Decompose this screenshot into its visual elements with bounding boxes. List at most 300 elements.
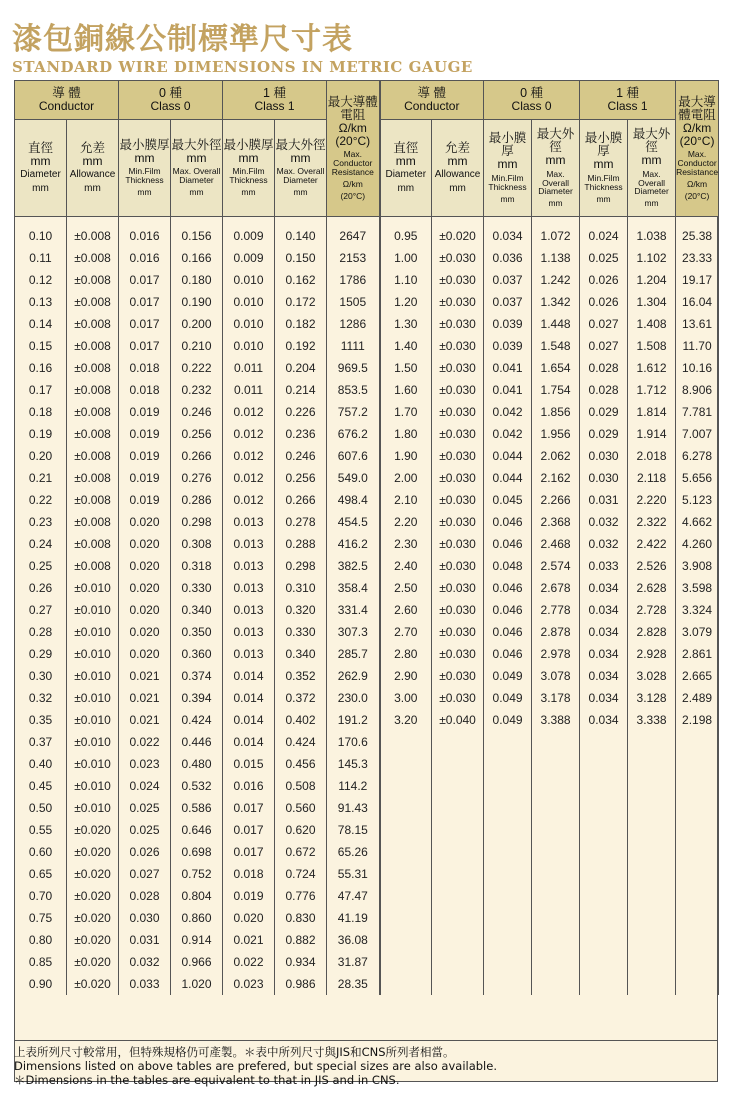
table-cell: 0.026 <box>119 841 171 863</box>
footnote-chinese: 上表所列尺寸較常用，但特殊規格仍可產製。＊表中所列尺寸與JIS和CNS所列者相當。 <box>14 1045 455 1059</box>
table-cell: ±0.030 <box>432 665 484 687</box>
table-cell <box>676 775 719 797</box>
table-cell <box>484 885 532 907</box>
table-row <box>15 533 719 555</box>
table-cell <box>580 731 628 753</box>
table-cell <box>380 731 432 753</box>
table-cell: 0.009 <box>223 247 275 269</box>
table-cell: 1.342 <box>532 291 580 313</box>
col-header-class0-max-od: 最大外徑 mm Max. Overall Diameter mm <box>171 120 223 217</box>
table-cell: 0.016 <box>223 775 275 797</box>
table-cell <box>628 819 676 841</box>
table-cell: ±0.030 <box>432 599 484 621</box>
table-cell: 2.526 <box>628 555 676 577</box>
table-cell: 1.204 <box>628 269 676 291</box>
table-cell <box>580 797 628 819</box>
table-cell: 0.10 <box>15 217 67 248</box>
table-row <box>15 489 719 511</box>
table-cell: 0.034 <box>580 643 628 665</box>
table-cell: 0.60 <box>15 841 67 863</box>
table-cell: 65.26 <box>327 841 380 863</box>
class1-group-header-left: 1 種 Class 1 <box>223 81 327 120</box>
table-cell: 0.030 <box>580 467 628 489</box>
class0-group-header-right: 0 種 Class 0 <box>484 81 580 120</box>
table-cell: 25.38 <box>676 217 719 248</box>
table-cell: ±0.010 <box>67 643 119 665</box>
table-cell: 0.013 <box>223 599 275 621</box>
table-cell: 0.017 <box>119 313 171 335</box>
table-cell: 6.278 <box>676 445 719 467</box>
table-cell: 0.646 <box>171 819 223 841</box>
table-cell <box>380 885 432 907</box>
table-cell: ±0.008 <box>67 533 119 555</box>
table-cell: 0.70 <box>15 885 67 907</box>
table-cell: 0.015 <box>223 753 275 775</box>
table-row <box>15 621 719 643</box>
table-cell <box>532 819 580 841</box>
footnote-english-2: ＊Dimensions in the tables are equivalent to that in JIS and in CNS. <box>14 1073 400 1087</box>
table-cell <box>628 753 676 775</box>
table-cell: 0.019 <box>119 423 171 445</box>
table-cell: 0.246 <box>275 445 327 467</box>
table-cell: ±0.030 <box>432 445 484 467</box>
table-cell: 331.4 <box>327 599 380 621</box>
table-cell: 1786 <box>327 269 380 291</box>
table-cell: 16.04 <box>676 291 719 313</box>
table-cell <box>628 907 676 929</box>
table-cell: 0.340 <box>171 599 223 621</box>
table-cell <box>380 753 432 775</box>
table-cell: 0.330 <box>171 577 223 599</box>
table-cell <box>432 973 484 995</box>
table-cell: 0.018 <box>223 863 275 885</box>
resistance-header-left: 最大導體電阻 Ω/km (20°C) Max. Conductor Resistance Ω/km (20°C) <box>327 81 380 217</box>
class1-group-header-right: 1 種 Class 1 <box>580 81 676 120</box>
table-cell <box>432 907 484 929</box>
table-cell: 0.029 <box>580 423 628 445</box>
table-cell: 1.50 <box>380 357 432 379</box>
table-cell: 2.828 <box>628 621 676 643</box>
table-cell: 0.012 <box>223 445 275 467</box>
table-cell: ±0.030 <box>432 533 484 555</box>
table-cell: 114.2 <box>327 775 380 797</box>
table-cell: 0.013 <box>223 643 275 665</box>
table-row <box>15 687 719 709</box>
table-cell: 0.019 <box>119 489 171 511</box>
table-cell: ±0.030 <box>432 291 484 313</box>
table-cell: 0.046 <box>484 577 532 599</box>
table-cell: 0.030 <box>580 445 628 467</box>
table-cell <box>580 951 628 973</box>
table-cell <box>676 951 719 973</box>
table-cell <box>580 819 628 841</box>
table-cell: 2.322 <box>628 511 676 533</box>
table-cell: 2.489 <box>676 687 719 709</box>
table-cell: 0.018 <box>119 379 171 401</box>
wire-dimensions-table <box>14 80 719 995</box>
table-cell: ±0.010 <box>67 775 119 797</box>
table-cell: 0.017 <box>223 797 275 819</box>
table-cell: 0.023 <box>119 753 171 775</box>
table-cell: 0.13 <box>15 291 67 313</box>
table-cell: 0.013 <box>223 621 275 643</box>
table-cell: 0.032 <box>119 951 171 973</box>
table-cell: 78.15 <box>327 819 380 841</box>
table-cell: 0.036 <box>484 247 532 269</box>
table-cell <box>580 929 628 951</box>
table-cell: 0.034 <box>580 599 628 621</box>
table-cell: 1.754 <box>532 379 580 401</box>
table-cell: 0.029 <box>580 401 628 423</box>
table-cell: 0.85 <box>15 951 67 973</box>
table-cell: 0.021 <box>119 709 171 731</box>
table-row <box>15 819 719 841</box>
table-cell: 3.178 <box>532 687 580 709</box>
table-cell <box>532 885 580 907</box>
table-cell: 0.190 <box>171 291 223 313</box>
table-cell: 853.5 <box>327 379 380 401</box>
table-cell: 0.12 <box>15 269 67 291</box>
table-cell <box>532 797 580 819</box>
table-cell: 0.044 <box>484 467 532 489</box>
table-cell: 13.61 <box>676 313 719 335</box>
table-cell: ±0.008 <box>67 291 119 313</box>
table-cell: 1.712 <box>628 379 676 401</box>
table-cell: 0.330 <box>275 621 327 643</box>
table-cell <box>580 973 628 995</box>
table-cell: 0.017 <box>223 841 275 863</box>
table-cell: 3.388 <box>532 709 580 731</box>
col-header-class1-max-od-right: 最大外徑 mm Max. Overall Diameter mm <box>628 120 676 217</box>
table-cell: 3.338 <box>628 709 676 731</box>
table-cell: 4.662 <box>676 511 719 533</box>
table-cell: 0.017 <box>119 335 171 357</box>
table-cell <box>484 973 532 995</box>
table-cell: 0.14 <box>15 313 67 335</box>
table-row <box>15 467 719 489</box>
table-row <box>15 511 719 533</box>
table-row <box>15 313 719 335</box>
table-cell: 0.037 <box>484 291 532 313</box>
table-cell: 0.011 <box>223 379 275 401</box>
table-row <box>15 269 719 291</box>
table-cell <box>676 907 719 929</box>
table-cell: 0.27 <box>15 599 67 621</box>
table-cell: 0.424 <box>275 731 327 753</box>
table-cell: 2.728 <box>628 599 676 621</box>
table-cell: 3.079 <box>676 621 719 643</box>
table-cell: 1.038 <box>628 217 676 248</box>
table-cell: ±0.008 <box>67 335 119 357</box>
table-cell: ±0.030 <box>432 247 484 269</box>
table-cell: 454.5 <box>327 511 380 533</box>
table-cell: 0.532 <box>171 775 223 797</box>
table-cell: 0.372 <box>275 687 327 709</box>
table-cell: 0.014 <box>223 709 275 731</box>
table-cell: 1.020 <box>171 973 223 995</box>
table-cell <box>432 841 484 863</box>
col-header-class0-min-film-right: 最小膜厚 mm Min.Film Thickness mm <box>484 120 532 217</box>
table-cell: 7.007 <box>676 423 719 445</box>
table-cell: 0.010 <box>223 291 275 313</box>
table-cell: 0.204 <box>275 357 327 379</box>
table-cell: 0.424 <box>171 709 223 731</box>
table-cell: ±0.030 <box>432 379 484 401</box>
table-cell: 0.032 <box>580 511 628 533</box>
class0-group-header-left: 0 種 Class 0 <box>119 81 223 120</box>
table-cell: ±0.040 <box>432 709 484 731</box>
table-cell: 0.310 <box>275 577 327 599</box>
table-cell: 0.017 <box>119 269 171 291</box>
table-cell: ±0.020 <box>67 929 119 951</box>
table-cell: 0.022 <box>223 951 275 973</box>
table-cell: 0.046 <box>484 533 532 555</box>
table-cell <box>432 951 484 973</box>
table-cell: ±0.008 <box>67 401 119 423</box>
table-cell: 1.70 <box>380 401 432 423</box>
table-cell: 0.044 <box>484 445 532 467</box>
table-cell: 0.012 <box>223 423 275 445</box>
table-cell: 0.027 <box>580 313 628 335</box>
table-cell: 0.012 <box>223 489 275 511</box>
table-row <box>15 907 719 929</box>
table-cell: 191.2 <box>327 709 380 731</box>
table-cell: 0.010 <box>223 269 275 291</box>
table-cell: 2.10 <box>380 489 432 511</box>
table-cell: 5.123 <box>676 489 719 511</box>
table-row <box>15 885 719 907</box>
table-cell: ±0.008 <box>67 313 119 335</box>
table-cell: 0.025 <box>580 247 628 269</box>
table-cell: 1.612 <box>628 357 676 379</box>
table-cell: 0.140 <box>275 217 327 248</box>
table-cell: ±0.008 <box>67 445 119 467</box>
table-cell: 757.2 <box>327 401 380 423</box>
table-row <box>15 423 719 445</box>
table-cell: 0.046 <box>484 511 532 533</box>
table-row <box>15 665 719 687</box>
table-cell: 0.041 <box>484 379 532 401</box>
table-cell: 2.978 <box>532 643 580 665</box>
table-cell: 0.039 <box>484 335 532 357</box>
table-body <box>15 217 719 996</box>
table-cell: 0.232 <box>171 379 223 401</box>
table-cell: 2.162 <box>532 467 580 489</box>
table-cell: 0.724 <box>275 863 327 885</box>
table-cell: 28.35 <box>327 973 380 995</box>
table-cell: 0.752 <box>171 863 223 885</box>
table-row <box>15 929 719 951</box>
table-cell: 2.50 <box>380 577 432 599</box>
table-cell: 1.10 <box>380 269 432 291</box>
table-cell: 0.034 <box>580 687 628 709</box>
conductor-group-header-left: 導 體 Conductor <box>15 81 119 120</box>
table-cell <box>676 863 719 885</box>
table-cell: 2.422 <box>628 533 676 555</box>
table-cell: 0.16 <box>15 357 67 379</box>
resistance-header-right: 最大導體電阻 Ω/km (20°C) Max. Conductor Resistance Ω/km (20°C) <box>676 81 719 217</box>
table-cell: 0.830 <box>275 907 327 929</box>
table-cell: 0.030 <box>119 907 171 929</box>
table-cell: 0.286 <box>171 489 223 511</box>
table-cell: 0.049 <box>484 709 532 731</box>
table-cell <box>484 841 532 863</box>
table-cell: 0.360 <box>171 643 223 665</box>
table-cell: 0.014 <box>223 731 275 753</box>
table-cell: 1.242 <box>532 269 580 291</box>
table-cell: 0.298 <box>275 555 327 577</box>
header-row-groups <box>15 81 719 120</box>
table-row <box>15 797 719 819</box>
table-cell: 0.21 <box>15 467 67 489</box>
table-cell: 2153 <box>327 247 380 269</box>
table-cell: 11.70 <box>676 335 719 357</box>
table-cell: 0.045 <box>484 489 532 511</box>
table-cell: 0.352 <box>275 665 327 687</box>
table-cell <box>484 819 532 841</box>
table-cell: 0.182 <box>275 313 327 335</box>
table-cell <box>580 753 628 775</box>
table-cell: 5.656 <box>676 467 719 489</box>
table-cell: 0.028 <box>580 379 628 401</box>
table-cell: 0.456 <box>275 753 327 775</box>
table-cell <box>432 929 484 951</box>
table-cell: 0.172 <box>275 291 327 313</box>
table-cell: 0.15 <box>15 335 67 357</box>
table-cell: 0.034 <box>580 709 628 731</box>
table-cell: 1.30 <box>380 313 432 335</box>
table-cell: 2.678 <box>532 577 580 599</box>
table-cell: 0.012 <box>223 467 275 489</box>
table-cell: 0.40 <box>15 753 67 775</box>
table-cell: 0.026 <box>580 269 628 291</box>
table-cell: 145.3 <box>327 753 380 775</box>
table-cell: 0.025 <box>119 797 171 819</box>
table-cell: 0.021 <box>119 665 171 687</box>
table-cell: 0.350 <box>171 621 223 643</box>
table-cell <box>628 863 676 885</box>
table-cell <box>432 731 484 753</box>
table-cell: 1.20 <box>380 291 432 313</box>
table-cell: 0.278 <box>275 511 327 533</box>
table-cell: 3.028 <box>628 665 676 687</box>
table-cell: 0.014 <box>223 665 275 687</box>
table-cell: 0.776 <box>275 885 327 907</box>
table-cell: 607.6 <box>327 445 380 467</box>
table-cell: 0.014 <box>223 687 275 709</box>
table-cell: 0.28 <box>15 621 67 643</box>
table-cell: 1.40 <box>380 335 432 357</box>
table-cell: 1505 <box>327 291 380 313</box>
table-cell: 0.032 <box>580 533 628 555</box>
table-cell: 0.016 <box>119 217 171 248</box>
table-cell: 0.023 <box>223 973 275 995</box>
page-title-english: STANDARD WIRE DIMENSIONS IN METRIC GAUGE <box>12 58 473 76</box>
table-cell: ±0.030 <box>432 401 484 423</box>
table-cell: 0.020 <box>119 599 171 621</box>
table-cell: 0.020 <box>119 621 171 643</box>
table-cell: 7.781 <box>676 401 719 423</box>
table-cell <box>484 863 532 885</box>
table-cell: 230.0 <box>327 687 380 709</box>
table-cell: 0.020 <box>223 907 275 929</box>
table-cell: 1.956 <box>532 423 580 445</box>
table-cell <box>676 797 719 819</box>
table-cell: 0.034 <box>580 577 628 599</box>
table-cell <box>628 885 676 907</box>
table-cell: 3.078 <box>532 665 580 687</box>
table-cell: 0.95 <box>380 217 432 248</box>
table-cell: 0.046 <box>484 643 532 665</box>
table-cell: 1.548 <box>532 335 580 357</box>
table-row <box>15 357 719 379</box>
table-cell: 2.778 <box>532 599 580 621</box>
table-cell <box>380 819 432 841</box>
table-cell: 0.394 <box>171 687 223 709</box>
table-cell <box>580 907 628 929</box>
table-cell: 0.288 <box>275 533 327 555</box>
table-cell: 1.814 <box>628 401 676 423</box>
table-cell: 0.19 <box>15 423 67 445</box>
table-row <box>15 841 719 863</box>
table-cell <box>432 797 484 819</box>
table-cell: 0.25 <box>15 555 67 577</box>
table-cell: 0.18 <box>15 401 67 423</box>
table-cell: 1.102 <box>628 247 676 269</box>
table-cell: 1.00 <box>380 247 432 269</box>
table-cell <box>484 929 532 951</box>
table-cell: ±0.030 <box>432 555 484 577</box>
table-cell: 1.138 <box>532 247 580 269</box>
table-cell: 0.340 <box>275 643 327 665</box>
table-cell: ±0.030 <box>432 269 484 291</box>
table-cell <box>432 885 484 907</box>
table-cell: 0.37 <box>15 731 67 753</box>
table-cell: 36.08 <box>327 929 380 951</box>
table-cell: ±0.020 <box>67 885 119 907</box>
table-cell <box>532 951 580 973</box>
page-title-chinese: 漆包銅線公制標準尺寸表 <box>12 22 353 57</box>
table-cell: 2.665 <box>676 665 719 687</box>
table-cell: 0.318 <box>171 555 223 577</box>
table-cell: 19.17 <box>676 269 719 291</box>
table-cell: ±0.010 <box>67 599 119 621</box>
table-cell: 0.028 <box>580 357 628 379</box>
table-cell: 0.041 <box>484 357 532 379</box>
table-cell: ±0.020 <box>67 907 119 929</box>
table-cell: 0.266 <box>171 445 223 467</box>
table-cell: 0.013 <box>223 511 275 533</box>
table-cell: 0.027 <box>119 863 171 885</box>
col-header-class0-min-film: 最小膜厚 mm Min.Film Thickness mm <box>119 120 171 217</box>
table-cell: 0.50 <box>15 797 67 819</box>
table-cell: 0.75 <box>15 907 67 929</box>
table-cell: 0.042 <box>484 423 532 445</box>
table-cell: 41.19 <box>327 907 380 929</box>
table-cell: 0.046 <box>484 599 532 621</box>
table-cell: 55.31 <box>327 863 380 885</box>
table-cell: 0.021 <box>119 687 171 709</box>
table-cell: 2.118 <box>628 467 676 489</box>
table-cell: 0.020 <box>119 555 171 577</box>
table-cell: 0.698 <box>171 841 223 863</box>
col-header-class1-min-film: 最小膜厚 mm Min.Film Thickness mm <box>223 120 275 217</box>
table-cell <box>532 841 580 863</box>
table-cell: ±0.010 <box>67 621 119 643</box>
table-row <box>15 217 719 248</box>
table-cell: 2.90 <box>380 665 432 687</box>
table-cell: 0.586 <box>171 797 223 819</box>
